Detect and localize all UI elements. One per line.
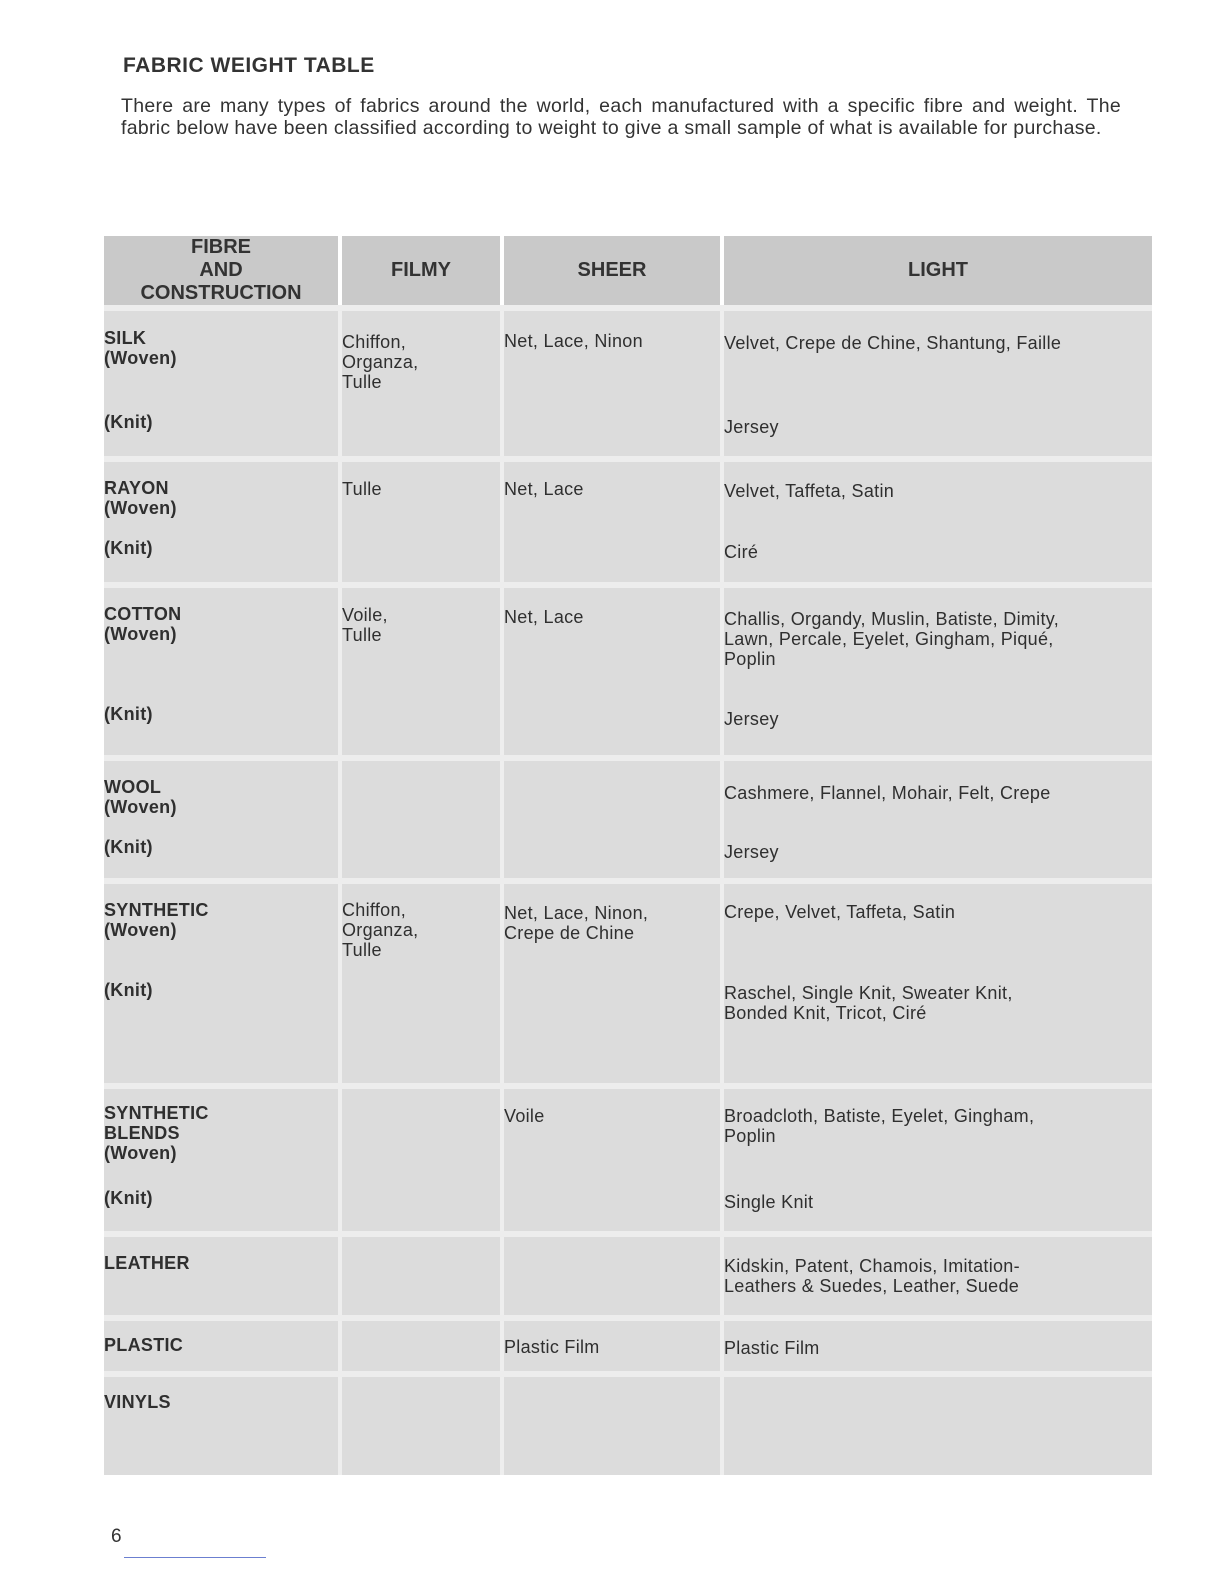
knit-label: (Knit)	[104, 837, 153, 857]
light-line: Ciré	[724, 542, 759, 562]
light-line: Single Knit	[724, 1192, 814, 1212]
sheer-cell	[502, 308, 722, 459]
knit-label: (Knit)	[104, 704, 153, 724]
header-fibre-line: FIBRE	[191, 236, 251, 258]
light-line: Bonded Knit, Tricot, Ciré	[724, 1003, 927, 1023]
filmy-cell	[340, 308, 502, 459]
fibre-name-line: SYNTHETIC	[104, 1103, 209, 1123]
fibre-name: LEATHER	[104, 1253, 190, 1273]
fibre-name: COTTON	[104, 604, 182, 624]
table-row-synthetic-blends	[104, 1086, 1152, 1234]
fibre-cell	[104, 1318, 340, 1374]
sheer-line: Net, Lace, Ninon,	[504, 903, 649, 923]
header-sheer: SHEER	[502, 236, 722, 308]
woven-label: (Woven)	[104, 920, 177, 940]
sheer-line: Crepe de Chine	[504, 923, 635, 943]
sheer-line: Plastic Film	[504, 1337, 600, 1357]
fibre-cell	[104, 1086, 340, 1234]
filmy-line: Organza,	[342, 920, 419, 940]
header-fibre-and-construction	[104, 236, 340, 308]
fibre-name: RAYON	[104, 478, 169, 498]
light-cell	[722, 585, 1152, 758]
table-row-leather	[104, 1234, 1152, 1318]
filmy-cell	[340, 585, 502, 758]
page-title: FABRIC WEIGHT TABLE	[123, 54, 375, 77]
filmy-line: Chiffon,	[342, 332, 407, 352]
light-line: Velvet, Crepe de Chine, Shantung, Faille	[724, 333, 1062, 353]
knit-label: (Knit)	[104, 538, 153, 558]
knit-label: (Knit)	[104, 1188, 153, 1208]
woven-label: (Woven)	[104, 797, 177, 817]
filmy-line: Chiffon,	[342, 900, 407, 920]
header-light: LIGHT	[722, 236, 1152, 308]
fibre-cell	[104, 308, 340, 459]
table-row-silk	[104, 308, 1152, 459]
light-line: Jersey	[724, 842, 779, 862]
sheer-cell	[502, 1374, 722, 1475]
light-line: Poplin	[724, 649, 776, 669]
woven-label: (Woven)	[104, 498, 177, 518]
sheer-line: Net, Lace	[504, 479, 584, 499]
sheer-line: Net, Lace	[504, 607, 584, 627]
table-row-wool	[104, 758, 1152, 881]
footer-rule	[124, 1557, 266, 1558]
table-row-vinyls	[104, 1374, 1152, 1475]
filmy-cell	[340, 1234, 502, 1318]
filmy-cell	[340, 758, 502, 881]
filmy-line: Tulle	[342, 479, 382, 499]
light-cell	[722, 1374, 1152, 1475]
table-row-cotton	[104, 585, 1152, 758]
table-row-synthetic	[104, 881, 1152, 1086]
light-cell	[722, 308, 1152, 459]
light-line: Poplin	[724, 1126, 776, 1146]
fibre-name: VINYLS	[104, 1392, 171, 1412]
light-line: Raschel, Single Knit, Sweater Knit,	[724, 983, 1013, 1003]
filmy-cell	[340, 1318, 502, 1374]
fibre-cell	[104, 585, 340, 758]
fibre-name: SYNTHETIC	[104, 900, 209, 920]
sheer-cell	[502, 1318, 722, 1374]
filmy-line: Tulle	[342, 940, 382, 960]
light-cell	[722, 1318, 1152, 1374]
filmy-line: Voile,	[342, 605, 388, 625]
filmy-line: Tulle	[342, 372, 382, 392]
filmy-line: Tulle	[342, 625, 382, 645]
sheer-line: Net, Lace, Ninon	[504, 331, 643, 351]
fibre-name-line: BLENDS	[104, 1123, 180, 1143]
light-line: Broadcloth, Batiste, Eyelet, Gingham,	[724, 1106, 1035, 1126]
light-line: Jersey	[724, 709, 779, 729]
sheer-cell	[502, 1234, 722, 1318]
fibre-cell	[104, 459, 340, 585]
light-line: Cashmere, Flannel, Mohair, Felt, Crepe	[724, 783, 1051, 803]
intro-paragraph: There are many types of fabrics around the world, each manufactured with a specific fibre and weight. The fabric below have been classified according to weight to give a small sample of what is available for purchase.	[121, 95, 1121, 139]
header-filmy: FILMY	[340, 236, 502, 308]
fibre-cell	[104, 758, 340, 881]
filmy-cell	[340, 881, 502, 1086]
fibre-name: WOOL	[104, 777, 162, 797]
table-row-rayon	[104, 459, 1152, 585]
woven-label: (Woven)	[104, 348, 177, 368]
light-line: Plastic Film	[724, 1338, 820, 1358]
light-cell	[722, 1086, 1152, 1234]
light-line: Jersey	[724, 417, 779, 437]
fibre-name: SILK	[104, 328, 147, 348]
light-cell	[722, 1234, 1152, 1318]
page-number: 6	[111, 1526, 122, 1547]
table-row-plastic	[104, 1318, 1152, 1374]
filmy-line: Organza,	[342, 352, 419, 372]
fibre-cell	[104, 1374, 340, 1475]
sheer-line: Voile	[504, 1106, 545, 1126]
filmy-cell	[340, 1086, 502, 1234]
light-line: Leathers & Suedes, Leather, Suede	[724, 1276, 1020, 1296]
filmy-cell	[340, 459, 502, 585]
light-line: Velvet, Taffeta, Satin	[724, 481, 895, 501]
knit-label: (Knit)	[104, 412, 153, 432]
filmy-cell	[340, 1374, 502, 1475]
header-and-line: AND	[199, 259, 243, 281]
header-construction-line: CONSTRUCTION	[140, 282, 302, 304]
fibre-cell	[104, 881, 340, 1086]
fibre-cell	[104, 1234, 340, 1318]
light-line: Lawn, Percale, Eyelet, Gingham, Piqué,	[724, 629, 1054, 649]
sheer-cell	[502, 1086, 722, 1234]
knit-label: (Knit)	[104, 980, 153, 1000]
light-cell	[722, 881, 1152, 1086]
woven-label: (Woven)	[104, 1143, 177, 1163]
sheer-cell	[502, 881, 722, 1086]
sheer-cell	[502, 585, 722, 758]
light-line: Kidskin, Patent, Chamois, Imitation-	[724, 1256, 1020, 1276]
sheer-cell	[502, 459, 722, 585]
light-cell	[722, 459, 1152, 585]
fabric-weight-table	[104, 236, 1152, 1475]
woven-label: (Woven)	[104, 624, 177, 644]
table-header-row	[104, 236, 1152, 308]
light-line: Challis, Organdy, Muslin, Batiste, Dimity,	[724, 609, 1060, 629]
light-line: Crepe, Velvet, Taffeta, Satin	[724, 902, 956, 922]
light-cell	[722, 758, 1152, 881]
fibre-name: PLASTIC	[104, 1335, 184, 1355]
sheer-cell	[502, 758, 722, 881]
